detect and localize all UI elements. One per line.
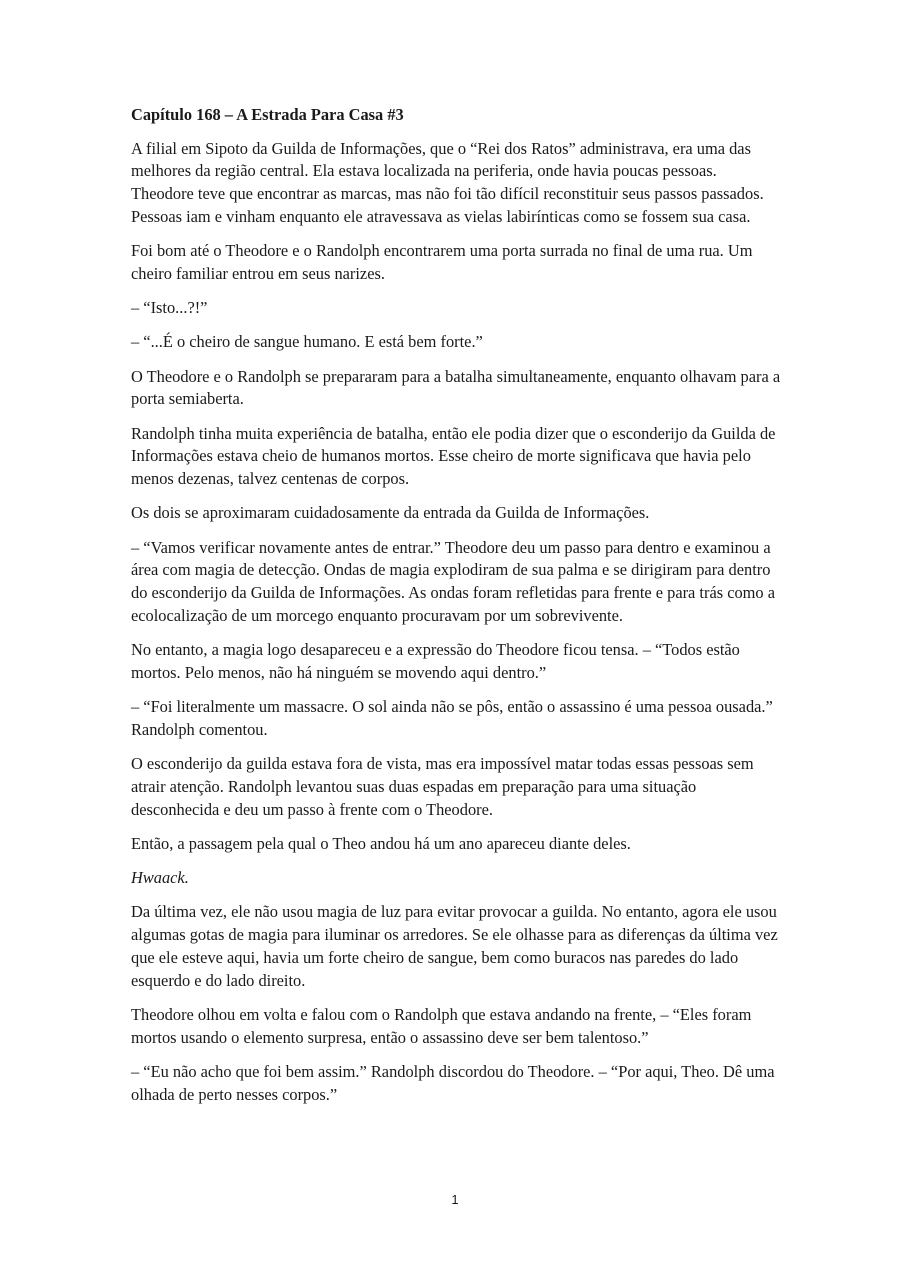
paragraph: Então, a passagem pela qual o Theo andou há um ano apareceu diante deles.	[131, 833, 631, 853]
page-number: 1	[451, 1192, 459, 1207]
paragraph: Hwaack.	[131, 868, 189, 888]
document-body	[131, 104, 781, 1118]
paragraph: Foi bom até o Theodore e o Randolph encontrarem uma porta surrada no final de uma rua. Um cheiro familiar entrou em seus narizes.	[131, 241, 753, 283]
paragraph: Theodore olhou em volta e falou com o Randolph que estava andando na frente, – “Eles foram mortos usando o elemento surpresa, então o assassino deve ser bem talentoso.”	[131, 1004, 752, 1047]
chapter-title: Capítulo 168 – A Estrada Para Casa #3	[131, 105, 404, 124]
paragraph: Randolph tinha muita experiência de batalha, então ele podia dizer que o esconderijo da Guilda de Informações estava cheio de humanos mortos. Esse cheiro de morte significava que havia pelo menos dezenas, talvez centenas de corpos.	[131, 423, 776, 489]
paragraph: Os dois se aproximaram cuidadosamente da entrada da Guilda de Informações.	[131, 503, 650, 523]
paragraph: – “Foi literalmente um massacre. O sol ainda não se pôs, então o assassino é uma pessoa ousada.” Randolph comentou.	[131, 697, 773, 739]
paragraph-list	[131, 138, 781, 1107]
paragraph: No entanto, a magia logo desapareceu e a expressão do Theodore ficou tensa. – “Todos estão mortos. Pelo menos, não há ninguém se movendo aqui dentro.”	[131, 640, 740, 682]
paragraph: Da última vez, ele não usou magia de luz para evitar provocar a guilda. No entanto, agora ele usou algumas gotas de magia para iluminar os arredores. Se ele olhasse para as diferenças da última vez que ele esteve aqui, havia um forte cheiro de sangue, bem como buracos nas paredes do lado esquerdo e do lado direito.	[131, 902, 778, 990]
paragraph: A filial em Sipoto da Guilda de Informações, que o “Rei dos Ratos” administrava, era uma das melhores da região central. Ela estava localizada na periferia, onde havia poucas pessoas. Theodore teve que encontrar as marcas, mas não foi tão difícil reconstituir seus passos passados. Pessoas iam e vinham enquanto ele atravessava as vielas labirínticas como se fossem sua casa.	[131, 138, 764, 226]
paragraph: O esconderijo da guilda estava fora de vista, mas era impossível matar todas essas pessoas sem atrair atenção. Randolph levantou suas duas espadas em preparação para uma situação desconhecida e deu um passo à frente com o Theodore.	[131, 754, 754, 819]
paragraph: – “Vamos verificar novamente antes de entrar.” Theodore deu um passo para dentro e examinou a área com magia de detecção. Ondas de magia explodiram de sua palma e se dirigiram para dentro do esconderijo da Guilda de Informações. As ondas foram refletidas para frente e para trás como a ecolocalização de um morcego enquanto procuravam por um sobrevivente.	[131, 537, 775, 625]
paragraph: – “Eu não acho que foi bem assim.” Randolph discordou do Theodore. – “Por aqui, Theo. Dê uma olhada de perto nesses corpos.”	[131, 1061, 775, 1104]
paragraph: – “Isto...?!”	[131, 298, 208, 318]
paragraph: – “...É o cheiro de sangue humano. E está bem forte.”	[131, 332, 483, 352]
paragraph: O Theodore e o Randolph se prepararam para a batalha simultaneamente, enquanto olhavam para a porta semiaberta.	[131, 366, 781, 409]
